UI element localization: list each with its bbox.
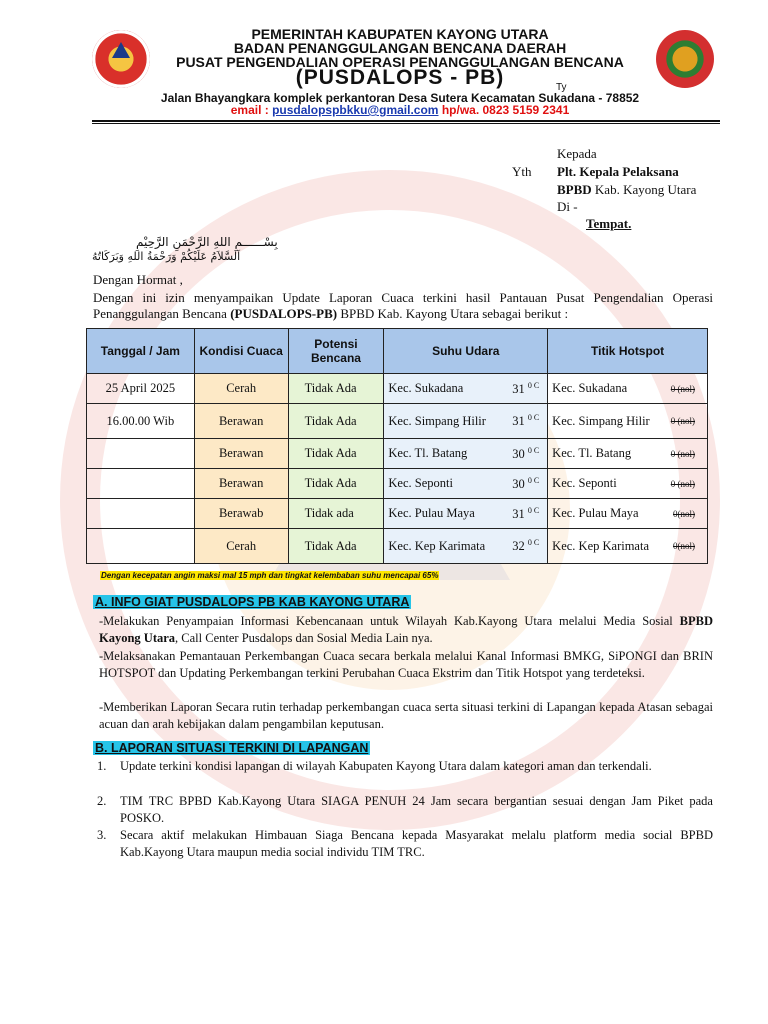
hotspot-location: Kec. Tl. Batang (552, 446, 632, 460)
hotspot-location: Kec. Sukadana (552, 381, 628, 395)
hotspot-value: 0(nol) (673, 541, 695, 551)
list-text: Secara aktif melakukan Himbauan Siaga Bencana kepada Masyarakat melalu platform media social BPBD Kab.Kayong Utara maupun media social individu TIM TRC. (120, 828, 713, 859)
section-a-item: -Memberikan Laporan Secara rutin terhadap perkembangan cuaca serta situasi terkini di Lapangan kepada Atasan sebagai acuan dan arah kebijakan dalam pengambilan keputusan. (99, 700, 713, 731)
section-a-item-text: -Melakukan Penyampaian Informasi Kebencanaan untuk Wilayah Kab.Kayong Utara melalui Media Sosial (99, 614, 680, 628)
cell-suhu (384, 499, 548, 529)
suhu-value: 31 $^{0 C}$ (512, 380, 540, 396)
suhu-location: Kec. Seponti (388, 476, 453, 490)
suhu-location: Kec. Sukadana (388, 381, 464, 395)
header-acronym: (PUSDALOPS - PB) (295, 66, 505, 89)
list-text: TIM TRC BPBD Kab.Kayong Utara SIAGA PENUH 24 Jam secara bergantian sesuai dengan Jam Piket pada POSKO. (120, 794, 713, 825)
section-b-title: B. LAPORAN SITUASI TERKINI DI LAPANGAN (95, 741, 369, 755)
triangle-emblem-icon (112, 42, 130, 58)
suhu-value: 31 $^{0 C}$ (512, 505, 540, 521)
cell-suhu (384, 469, 548, 499)
section-a-item-text-end: , Call Center Pusdalops dan Sosial Media Lain nya. (175, 631, 433, 645)
cell-cuaca: Cerah (194, 529, 288, 564)
list-text: Update terkini kondisi lapangan di wilayah Kabupaten Kayong Utara dalam kategori aman dan terkendali. (120, 759, 652, 773)
cell-hotspot (548, 469, 708, 499)
cell-suhu (384, 374, 548, 404)
recipient-yth: Yth (512, 164, 532, 179)
header-contact (150, 103, 650, 117)
suhu-location: Kec. Kep Karimata (388, 538, 486, 553)
cell-potensi: Tidak Ada (288, 374, 384, 404)
intro-bold: (PUSDALOPS-PB) (230, 306, 338, 321)
greeting-hormat: Dengan Hormat , (93, 272, 183, 287)
header-agency: BADAN PENANGGULANGAN BENCANA DAERAH (233, 40, 567, 56)
list-number: 1. (97, 759, 107, 773)
hotspot-value: 0(nol) (673, 508, 695, 519)
cell-potensi: Tidak Ada (288, 469, 384, 499)
cell-suhu (384, 529, 548, 564)
suhu-location: Kec. Tl. Batang (388, 446, 468, 460)
cell-suhu (384, 439, 548, 469)
phone-text: hp/wa. 0823 5159 2341 (441, 103, 570, 117)
recipient-di: Di - (557, 199, 578, 214)
email-link[interactable]: pusdalopspbkku@gmail.com (272, 103, 439, 117)
cell-cuaca: Cerah (194, 374, 288, 404)
cell-cuaca: Berawab (194, 499, 288, 529)
list-item (97, 827, 713, 861)
hotspot-value: 0 (nol) (670, 383, 695, 394)
list-number: 3. (97, 828, 107, 842)
intro-part-a: Dengan ini izin menyampaikan Update Laporan Cuaca terkini hasil Pantauan Pusat Pengendalian Operasi Penanggulangan Bencana (93, 290, 713, 321)
list-number: 2. (97, 794, 107, 808)
intro-paragraph (93, 290, 713, 322)
cell-tanggal (87, 529, 195, 564)
basmalah: بِسْــــــمِ اللهِ الرَّحْمَنِ الرَّحِيْمِ (136, 235, 278, 249)
cell-potensi: Tidak Ada (288, 404, 384, 439)
header-rule-thin (92, 123, 720, 124)
cell-suhu (384, 404, 548, 439)
cell-cuaca: Berawan (194, 439, 288, 469)
suhu-value: 31 $^{0 C}$ (512, 412, 540, 429)
recipient-org-bold: BPBD (557, 182, 592, 197)
cell-tanggal: 25 April 2025 (87, 374, 195, 404)
hotspot-value: 0 (nol) (670, 416, 695, 426)
cell-tanggal: 16.00.00 Wib (87, 404, 195, 439)
recipient-org (557, 182, 696, 198)
table-row (87, 529, 708, 564)
cell-cuaca: Berawan (194, 469, 288, 499)
recipient-org-rest: Kab. Kayong Utara (591, 182, 697, 197)
email-label: email : (230, 103, 269, 117)
header-government: PEMERINTAH KABUPATEN KAYONG UTARA (251, 26, 549, 42)
table-row (87, 469, 708, 499)
section-a-title: A. INFO GIAT PUSDALOPS PB KAB KAYONG UTARA (95, 595, 410, 609)
ty-mark: Ty (556, 82, 567, 93)
hotspot-value: 0 (nol) (670, 478, 695, 489)
weather-table (86, 328, 708, 564)
table-header-row (87, 329, 708, 374)
table-row (87, 404, 708, 439)
table-note: Dengan kecepatan angin maksi mal 15 mph dan tingkat kelembaban suhu mencapai 65% (101, 571, 439, 580)
letterhead (0, 0, 768, 130)
section-a-item: -Melaksanakan Pemantauan Perkembangan Cuaca secara berkala melalui Kanal Informasi BMKG, SiPONGI dan BRIN HOTSPOT dan Updating Perkembangan terkini Perubahan Cuaca Ekstrim dan Titik Hotspot yang terdeteksi. (99, 649, 713, 680)
header-tanggal: Tanggal / Jam (87, 329, 195, 374)
table-row (87, 374, 708, 404)
cell-cuaca: Berawan (194, 404, 288, 439)
cell-hotspot (548, 439, 708, 469)
suhu-location: Kec. Simpang Hilir (388, 413, 486, 428)
cell-potensi: Tidak ada (288, 499, 384, 529)
header-cuaca: Kondisi Cuaca (194, 329, 288, 374)
header-rule (92, 120, 720, 122)
header-hotspot: Titik Hotspot (548, 329, 708, 374)
salam: اَلسَّلاَمُ عَلَيْكُمْ وَرَحْمَةُ اللهِ وَبَرَكَاتُهُ (92, 250, 241, 263)
cell-hotspot (548, 374, 708, 404)
cell-tanggal (87, 469, 195, 499)
bpbd-logo-left (92, 30, 150, 88)
recipient-name: Plt. Kepala Pelaksana (557, 164, 679, 179)
cell-tanggal (87, 499, 195, 529)
recipient-tempat: Tempat. (586, 216, 632, 231)
recipient-kepada: Kepada (557, 146, 597, 161)
cell-potensi: Tidak Ada (288, 439, 384, 469)
section-a-item-bold: BPBD Kayong Utara (99, 614, 713, 645)
suhu-location: Kec. Pulau Maya (388, 506, 475, 520)
header-address: Jalan Bhayangkara komplek perkantoran Desa Sutera Kecamatan Sukadana - 78852 (160, 91, 640, 105)
header-center: PUSAT PENGENDALIAN OPERASI PENANGGULANGAN BENCANA (176, 54, 624, 70)
header-suhu: Suhu Udara (384, 329, 548, 374)
hotspot-location: Kec. Pulau Maya (552, 506, 639, 520)
header-potensi: Potensi Bencana (288, 329, 384, 374)
list-item (97, 793, 713, 827)
suhu-value: 30 $^{0 C}$ (512, 445, 540, 461)
intro-part-b: BPBD Kab. Kayong Utara sebagai berikut : (337, 306, 569, 321)
cell-potensi: Tidak Ada (288, 529, 384, 564)
hotspot-location: Kec. Simpang Hilir (552, 413, 650, 428)
suhu-value: 32 $^{0 C}$ (512, 537, 540, 554)
regency-logo-right (656, 30, 714, 88)
hotspot-value: 0 (nol) (670, 448, 695, 459)
table-row (87, 499, 708, 529)
list-item (97, 758, 713, 775)
suhu-value: 30 $^{0 C}$ (512, 475, 540, 491)
cell-hotspot (548, 404, 708, 439)
table-row (87, 439, 708, 469)
hotspot-location: Kec. Kep Karimata (552, 538, 649, 553)
hotspot-location: Kec. Seponti (552, 476, 617, 490)
cell-tanggal (87, 439, 195, 469)
cell-hotspot (548, 499, 708, 529)
section-a-item (99, 613, 713, 647)
cell-hotspot (548, 529, 708, 564)
